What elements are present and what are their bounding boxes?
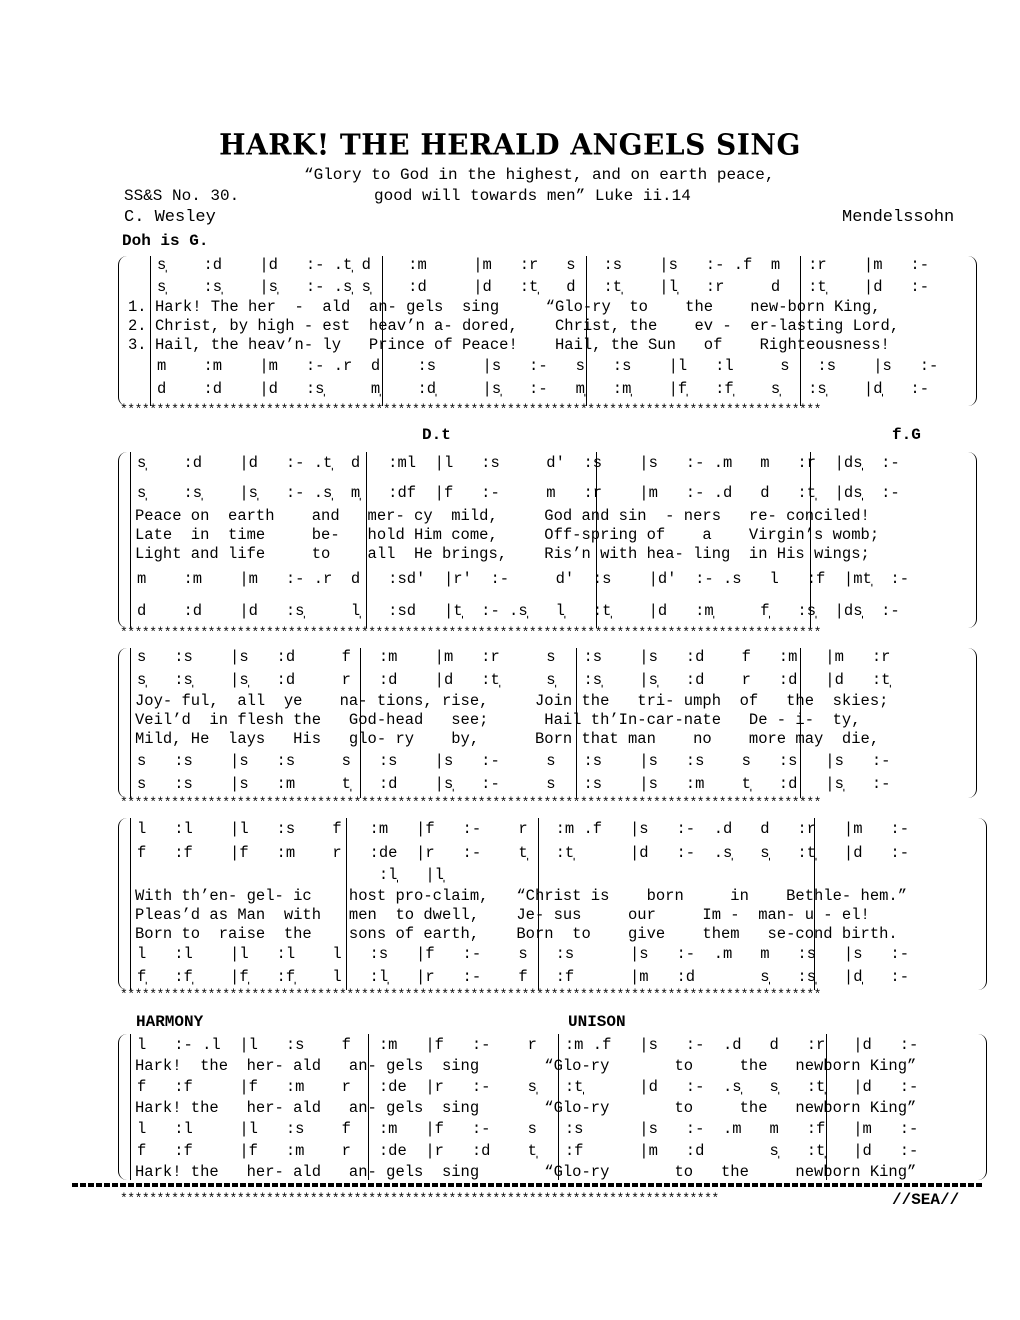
alto-line: s̩ :s̩ |s̩ :d r :d |d :t̩ s̩ :s̩ |s̩ :d r :d |d :t̩ <box>137 671 891 689</box>
lyric-alto: Hark! the her- ald an- gels sing “Glo-ry to the newborn King” <box>135 1099 917 1117</box>
lyric-verse-3: Mild, He lays His glo- ry by, Born that man no more may die, <box>135 730 880 748</box>
hymn-number: SS&S No. 30. <box>124 187 240 205</box>
lyric-verse-2: Christ, by high - est heav’n a- dored, Christ, the ev - er-lasting Lord, <box>155 317 900 335</box>
section-label-harmony: HARMONY <box>136 1013 204 1031</box>
system-1-brace-left <box>118 256 127 406</box>
alto-line: s̩ :s̩ |s̩ :- .s̩ m̩ :df |f :- m :r |m :- .d d :t̩ |ds̩ :- <box>137 484 900 502</box>
system-4-brace-left <box>118 818 127 990</box>
alto-line: s̩ :s̩ |s̩ :- .s̩ s̩ :d |d :t̩ d :t̩ |l̩ :r d :t̩ |d :- <box>157 278 930 296</box>
star-divider: ************************************************************************************************ <box>120 988 821 1002</box>
modulation-marker-2: f.G <box>892 426 921 444</box>
barline <box>150 256 151 406</box>
star-divider: ************************************************************************************************ <box>120 403 821 417</box>
bass-line: s :s |s :m t̩ :d |s̩ :- s :s |s :m t̩ :d |s̩ :- <box>137 775 891 793</box>
alto-line: f :f |f :m r :de |r :- s̩ :t̩ |d :- .s̩ s̩ :t̩ |d :- <box>137 1078 919 1096</box>
lyric-verse-1: Hark! The her - ald an- gels sing “Glo-ry to the new-born King, <box>155 298 881 316</box>
section-label-unison: UNISON <box>568 1013 626 1031</box>
barline <box>130 818 131 990</box>
tenor-line: m :m |m :- .r d :sd' |r' :- d' :s |d' :- .s l :f |mt̩ :- <box>137 570 910 588</box>
bass-line: d :d |d :s̩ l̩ :sd |t̩ :- .s̩ l̩ :t̩ |d :m̩ f̩ :s̩ |ds̩ :- <box>137 602 900 620</box>
system-2-brace-right <box>968 452 977 628</box>
tenor-line: s :s |s :s s :s |s :- s :s |s :s s :s |s :- <box>137 752 891 770</box>
system-1-brace-right <box>968 256 977 406</box>
star-divider: ************************************************************************************************ <box>120 626 821 640</box>
tenor-line: m :m |m :- .r d :s |s :- s :s |l :l s :s |s :- <box>157 357 939 375</box>
lyric-verse-1: Joy- ful, all ye na- tions, rise, Join the tri- umph of the skies; <box>135 692 889 710</box>
soprano-line: s :s |s :d f :m |m :r s :s |s :d f :m |m :r <box>137 648 891 666</box>
soprano-line: l :l |l :s f :m |f :- r :m .f |s :- .d d :r |m :- <box>137 820 910 838</box>
system-2-brace-left <box>118 452 127 628</box>
system-4-brace-right <box>978 818 987 990</box>
lyric-verse-1: With th’en- gel- ic host pro-claim, “Christ is born in Bethle- hem.” <box>135 887 908 905</box>
barline <box>130 1034 131 1180</box>
alto-line: f :f |f :m r :de |r :- t̩ :t̩ |d :- .s̩ s̩ :t̩ |d :- <box>137 844 910 862</box>
lyric-bass: Hark! the her- ald an- gels sing “Glo-ry to the newborn King” <box>135 1163 917 1181</box>
system-3-brace-right <box>968 648 977 798</box>
modulation-marker-1: D.t <box>422 426 451 444</box>
system-5-brace-left <box>118 1034 127 1180</box>
lyric-verse-1: Peace on earth and mer- cy mild, God and sin - ners re- conciled! <box>135 507 870 525</box>
barline <box>130 452 131 628</box>
epigraph-line-2: good will towards men” Luke ii.14 <box>374 187 691 205</box>
verse-number-3: 3. <box>128 336 147 354</box>
dashed-end-bar <box>72 1183 982 1187</box>
key-signature: Doh is G. <box>122 232 209 250</box>
composer: Mendelssohn <box>842 208 955 227</box>
system-5-brace-right <box>978 1034 987 1180</box>
bass-line: d :d |d :s̩ m̩ :d̩ |s̩ :- m̩ :m̩ |f̩ :f̩ s̩ :s̩ |d̩ :- <box>157 380 930 398</box>
author: C. Wesley <box>124 208 216 227</box>
system-3-brace-left <box>118 648 127 798</box>
lyric-verse-3: Light and life to all He brings, Ris’n with hea- ling in His wings; <box>135 545 870 563</box>
tenor-line: l :l |l :l l :s |f :- s :s |s :- .m m :s |s :- <box>137 945 910 963</box>
divisi-line: :l̩ |l̩ <box>137 866 444 884</box>
soprano-line: s̩ :d |d :- .t̩ d :ml |l :s d' :s |s :- .m m :r |ds̩ :- <box>137 454 900 472</box>
epigraph-line-1: “Glory to God in the highest, and on earth peace, <box>304 166 775 184</box>
footer-mark: //SEA// <box>892 1191 960 1209</box>
lyric-verse-2: Veil’d in flesh the God-head see; Hail th’In-car-nate De - i- ty, <box>135 711 861 729</box>
verse-number-2: 2. <box>128 317 147 335</box>
lyric-verse-3: Hail, the heav’n- ly Prince of Peace! Hail, the Sun of Righteousness! <box>155 336 890 354</box>
lyric-soprano: Hark! the her- ald an- gels sing “Glo-ry to the newborn King” <box>135 1057 917 1075</box>
barline <box>130 648 131 798</box>
bass-line: f̩ :f̩ |f̩ :f̩ l :l̩ |r :- f :f |m :d s̩ :s̩ |d̩ :- <box>137 968 910 986</box>
lyric-verse-2: Pleas’d as Man with men to dwell, Je- sus our Im - man- u - el! <box>135 906 870 924</box>
star-divider: ************************************************************************************************ <box>120 796 821 810</box>
star-divider: ********************************************************************************** <box>120 1192 719 1206</box>
bass-line: f :f |f :m r :de |r :d t̩ :f |m :d s̩ :t̩ |d :- <box>137 1142 919 1160</box>
tenor-line: l :l |l :s f :m |f :- s :s |s :- .m m :f |m :- <box>137 1120 919 1138</box>
soprano-line: l :- .l |l :s f :m |f :- r :m .f |s :- .d d :r |d :- <box>137 1036 919 1054</box>
lyric-verse-3: Born to raise the sons of earth, Born to give them se-cond birth. <box>135 925 898 943</box>
soprano-line: s̩ :d |d :- .t̩ d :m |m :r s :s |s :- .f m :r |m :- <box>157 256 930 274</box>
page-title: HARK! THE HERALD ANGELS SING <box>219 127 801 162</box>
lyric-verse-2: Late in time be- hold Him come, Off-spring of a Virgin’s womb; <box>135 526 880 544</box>
verse-number-1: 1. <box>128 298 147 316</box>
